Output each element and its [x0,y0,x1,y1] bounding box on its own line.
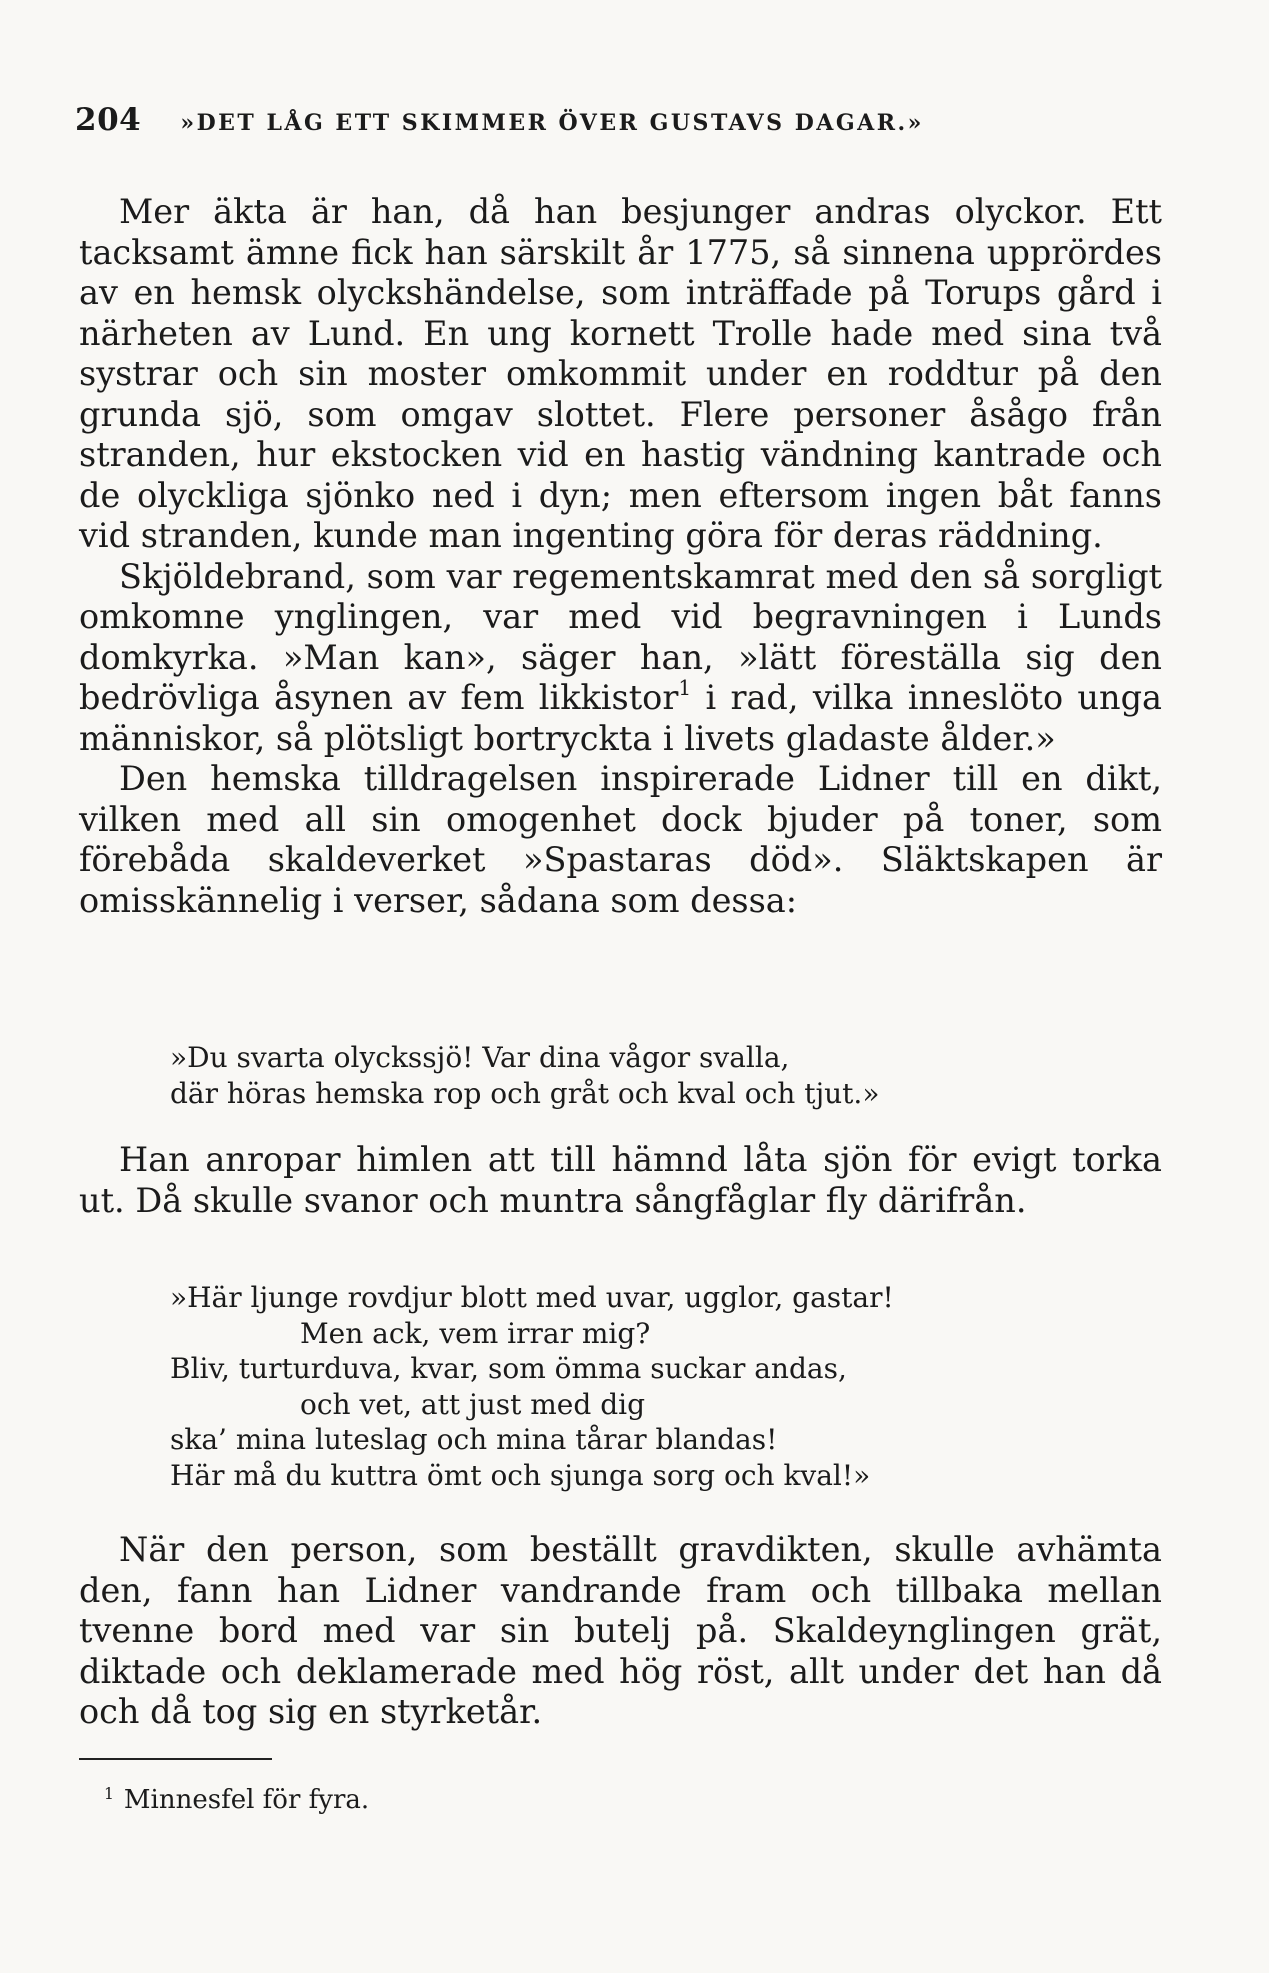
paragraph-4: Han anropar himlen att till hämnd låta sjön för evigt torka ut. Då skulle svanor och muntra sångfåglar fly därifrån. [79,1140,1162,1220]
page-header [75,102,1165,146]
verse-line: ska’ mina luteslag och mina tårar blandas! [170,1423,778,1456]
page-number: 204 [75,102,142,138]
text-block-1 [79,192,1162,921]
paragraph-2-text-a: Skjöldebrand, som var regementskamrat med den så sorgligt omkomne ynglingen, var med vid begravningen i Lunds domkyrka. »Man kan», säger han, »lätt föreställa sig den bedrövliga åsynen av fem likkistor [79,556,1162,717]
text-block-2 [79,1140,1162,1221]
footnote-divider [79,1758,272,1760]
verse-line: »Här ljunge rovdjur blott med uvar, ugglor, gastar! [170,1281,894,1314]
paragraph-2-text-b: i rad, vilka inneslöto unga människor, så plötsligt bortryckta i livets gladaste ålder.» [79,678,1162,758]
verse-quote-2 [170,1280,894,1493]
paragraph-3: Den hemska tilldragelsen inspirerade Lidner till en dikt, vilken med all sin omogenhet dock bjuder på toner, som förebåda skaldeverket »Spastaras död». Släktskapen är omisskännelig i verser, sådana som dessa: [79,759,1162,920]
verse-quote-1 [170,1040,879,1111]
verse-line: Bliv, turturduva, kvar, som ömma suckar andas, [170,1352,847,1385]
footnote-text: Minnesfel för fyra. [123,1785,370,1815]
verse-line: »Du svarta olyckssjö! Var dina vågor svalla, [170,1041,790,1074]
verse-line: och vet, att just med dig [300,1387,645,1421]
footnote-reference: 1 [678,675,692,700]
running-title: »DET LÅG ETT SKIMMER ÖVER GUSTAVS DAGAR.» [180,110,924,136]
verse-line: Här må du kuttra ömt och sjunga sorg och kval!» [170,1458,871,1492]
text-block-3 [79,1530,1162,1733]
verse-line: där höras hemska rop och gråt och kval och tjut.» [170,1076,880,1110]
paragraph-5: När den person, som beställt gravdikten, skulle avhämta den, fann han Lidner vandrande fram och tillbaka mellan tvenne bord med var sin butelj på. Skaldeynglingen grät, diktade och deklamerade med hög röst, allt under det han då och då tog sig en styrketår. [79,1530,1162,1731]
paragraph-2 [79,557,1162,760]
footnote-mark: 1 [104,1784,114,1803]
verse-line: Men ack, vem irrar mig? [300,1316,651,1350]
footnote [104,1783,369,1817]
paragraph-1: Mer äkta är han, då han besjunger andras olyckor. Ett tacksamt ämne fick han särskilt år 1775, så sinnena upprördes av en hemsk olyckshändelse, som inträffade på Torups gård i närheten av Lund. En ung kornett Trolle hade med sina två systrar och sin moster omkommit under en roddtur på den grunda sjö, som omgav slottet. Flere personer åsågo från stranden, hur ekstocken vid en hastig vändning kantrade och de olyckliga sjönko ned i dyn; men eftersom ingen båt fanns vid stranden, kunde man ingenting göra för deras räddning. [79,192,1162,555]
